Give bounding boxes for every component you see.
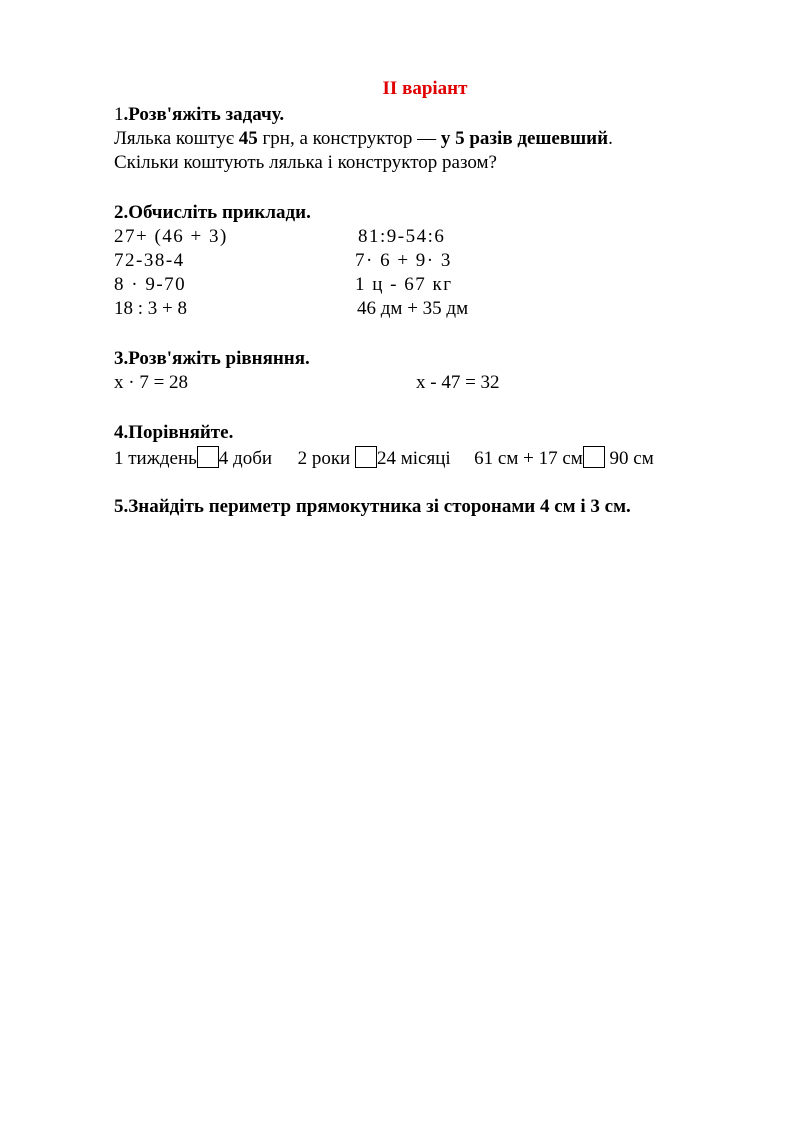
task3-heading: 3.Розв'яжіть рівняння. [114,348,310,369]
task2-left-expr-4: 18 : 3 + 8 [114,298,187,319]
compare3-answer-box[interactable] [583,446,605,468]
task1-number: 1 [114,104,124,125]
task2-left-expr-3: 8 · 9-70 [114,274,187,295]
task1-ratio: у 5 разів дешевший [440,128,609,149]
compare2-left: 2 роки [297,448,355,469]
compare1-right: 4 доби [218,448,273,469]
compare2-answer-box[interactable] [355,446,377,468]
task2-left-expr-2: 72-38-4 [114,250,185,271]
task2-right-expr-2: 7· 6 + 9· 3 [355,250,452,271]
variant-title: II варіант [382,78,468,99]
task4-heading: 4.Порівняйте. [114,422,234,443]
task2-right-expr-4: 46 дм + 35 дм [357,298,469,319]
task5-heading: 5.Знайдіть периметр прямокутника зі сторонами 4 см і 3 см. [114,496,631,517]
task2-right-expr-1: 81:9-54:6 [358,226,446,247]
task2-heading: 2.Обчисліть приклади. [114,202,311,223]
compare2-right: 24 місяці [376,448,451,469]
compare3-right: 90 см [604,448,654,469]
compare1-left: 1 тиждень [114,448,197,469]
task1-heading-text: .Розв'яжіть задачу. [123,104,285,125]
task1-price: 45 [238,128,258,149]
task1-heading [114,104,284,126]
task1-text-a: Лялька коштує [114,128,239,149]
task2-left-expr-1: 27+ (46 + 3) [114,226,228,247]
compare3-left: 61 см + 17 см [474,448,583,469]
task4-comparisons [114,446,654,470]
task1-problem-line1 [114,128,613,150]
task3-equation-1: х · 7 = 28 [114,372,189,393]
task3-equation-2: х - 47 = 32 [416,372,500,393]
task1-text-e: . [608,128,613,149]
task2-right-expr-3: 1 ц - 67 кг [355,274,453,295]
task1-text-c: грн, а конструктор — [257,128,441,149]
task1-problem-line2: Скільки коштують лялька і конструктор разом? [114,152,497,173]
compare1-answer-box[interactable] [197,446,219,468]
